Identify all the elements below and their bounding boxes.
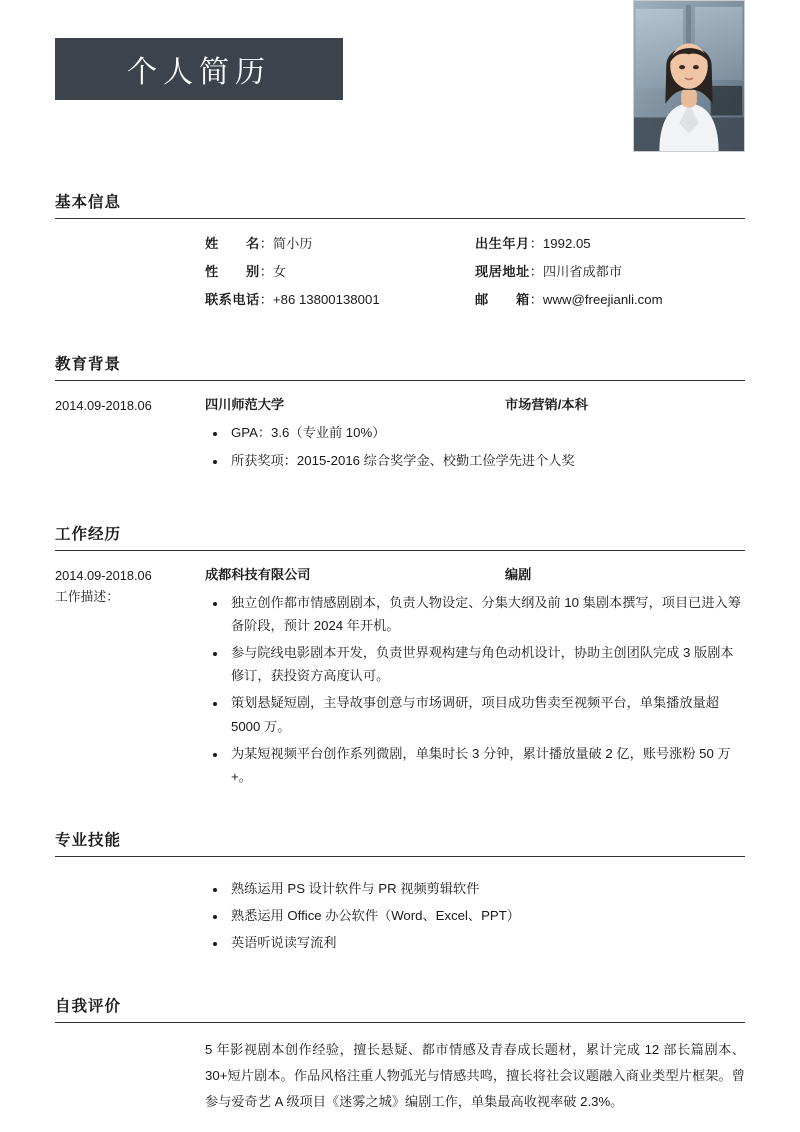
grid-spacer bbox=[55, 233, 205, 252]
spacer bbox=[55, 964, 745, 994]
page-title: 个人简历 bbox=[127, 56, 271, 89]
list-item: • 独立创作都市情感剧剧本，负责人物设定、分集大纲及前 10 集剧本撰写，项目已进入筹备阶段，预计 2024 年开机。 bbox=[227, 591, 745, 637]
section-skills bbox=[55, 828, 745, 958]
list-item: • 为某短视频平台创作系列微剧，单集时长 3 分钟，累计播放量破 2 亿，账号涨粉 50 万+。 bbox=[227, 742, 745, 788]
resume-header bbox=[55, 0, 745, 190]
education-body bbox=[205, 395, 745, 476]
work-role: 编剧 bbox=[505, 566, 532, 582]
summary-wrap bbox=[55, 1037, 745, 1114]
document-title-block bbox=[55, 38, 343, 100]
spacer bbox=[55, 482, 745, 522]
spacer bbox=[55, 798, 745, 828]
section-basic-info bbox=[55, 190, 745, 316]
list-item: • 策划悬疑短剧，主导故事创意与市场调研，项目成功售卖至视频平台，单集播放量超 5000 万。 bbox=[227, 691, 745, 737]
basic-field-phone-value: ：+86 13800138001 bbox=[259, 292, 380, 307]
section-heading-summary: 自我评价 bbox=[55, 998, 122, 1016]
work-entry bbox=[55, 565, 745, 792]
grid-spacer bbox=[55, 289, 205, 308]
basic-field-address-value: ：四川省成都市 bbox=[529, 264, 623, 279]
divider bbox=[55, 550, 745, 551]
education-school: 四川师范大学 bbox=[205, 397, 285, 412]
basic-field-gender bbox=[205, 261, 475, 280]
basic-info-grid bbox=[55, 233, 745, 316]
work-bullets bbox=[205, 591, 745, 788]
grid-spacer bbox=[55, 261, 205, 280]
list-item: • 所获奖项：2015-2016 综合奖学金、校勤工俭学先进个人奖 bbox=[227, 449, 745, 472]
summary-text: 5 年影视剧本创作经验，擅长悬疑、都市情感及青春成长题材，累计完成 12 部长篇剧本、30+短片剧本。作品风格注重人物弧光与情感共鸣，擅长将社会议题融入商业类型片框架。曾参与爱奇艺 A 级项目《迷雾之城》编剧工作，单集最高收视率破 2.3%。 bbox=[205, 1042, 745, 1109]
basic-field-birth-value: ：1992.05 bbox=[529, 236, 591, 251]
work-head bbox=[205, 565, 745, 585]
list-item: • 参与院线电影剧本开发，负责世界观构建与角色动机设计，协助主创团队完成 3 版剧本修订，获投资方高度认可。 bbox=[227, 641, 745, 687]
section-education bbox=[55, 352, 745, 476]
basic-field-name-label: 姓 名 bbox=[205, 236, 260, 251]
basic-field-email bbox=[475, 289, 745, 308]
basic-field-email-label: 邮 箱 bbox=[475, 292, 530, 307]
basic-field-birth bbox=[475, 233, 745, 252]
spacer bbox=[55, 322, 745, 352]
skills-wrap bbox=[55, 871, 745, 958]
basic-field-phone bbox=[205, 289, 475, 308]
section-work bbox=[55, 522, 745, 792]
list-item: • 熟悉运用 Office 办公软件（Word、Excel、PPT） bbox=[227, 904, 745, 927]
skills-bullets bbox=[205, 877, 745, 958]
section-heading-basic: 基本信息 bbox=[55, 194, 122, 211]
basic-field-address bbox=[475, 261, 745, 280]
section-heading-work: 工作经历 bbox=[55, 525, 122, 543]
avatar bbox=[633, 0, 745, 152]
list-item: • 英语听说读写流利 bbox=[227, 931, 745, 954]
list-item: • 熟练运用 PS 设计软件与 PR 视频剪辑软件 bbox=[227, 877, 745, 900]
divider bbox=[55, 218, 745, 219]
section-heading-education: 教育背景 bbox=[55, 356, 122, 373]
grid-spacer bbox=[55, 871, 205, 958]
divider bbox=[55, 1022, 745, 1023]
education-head bbox=[205, 395, 745, 415]
divider bbox=[55, 380, 745, 381]
work-date-col bbox=[55, 565, 205, 792]
education-date: 2014.09-2018.06 bbox=[55, 398, 152, 413]
work-desc-label: 工作描述： bbox=[55, 589, 119, 605]
list-item: • GPA：3.6（专业前 10%） bbox=[227, 421, 745, 444]
basic-field-birth-label: 出生年月 bbox=[475, 236, 530, 251]
grid-spacer bbox=[55, 1037, 205, 1114]
basic-field-name bbox=[205, 233, 475, 252]
basic-field-email-value: ：www@freejianli.com bbox=[529, 292, 663, 307]
basic-field-address-label: 现居地址 bbox=[475, 264, 530, 279]
section-heading-skills: 专业技能 bbox=[55, 831, 122, 849]
basic-field-name-value: ：简小历 bbox=[259, 236, 313, 251]
work-body bbox=[205, 565, 745, 792]
portrait-icon bbox=[634, 1, 744, 151]
work-date: 2014.09-2018.06 bbox=[55, 567, 152, 583]
education-entry bbox=[55, 395, 745, 476]
divider bbox=[55, 856, 745, 857]
work-company: 成都科技有限公司 bbox=[205, 566, 311, 582]
basic-field-gender-label: 性 别 bbox=[205, 264, 260, 279]
basic-field-gender-value: ：女 bbox=[259, 264, 287, 279]
section-summary bbox=[55, 994, 745, 1114]
basic-field-phone-label: 联系电话 bbox=[205, 292, 260, 307]
education-bullets bbox=[205, 421, 745, 471]
education-major: 市场营销/本科 bbox=[505, 397, 588, 412]
